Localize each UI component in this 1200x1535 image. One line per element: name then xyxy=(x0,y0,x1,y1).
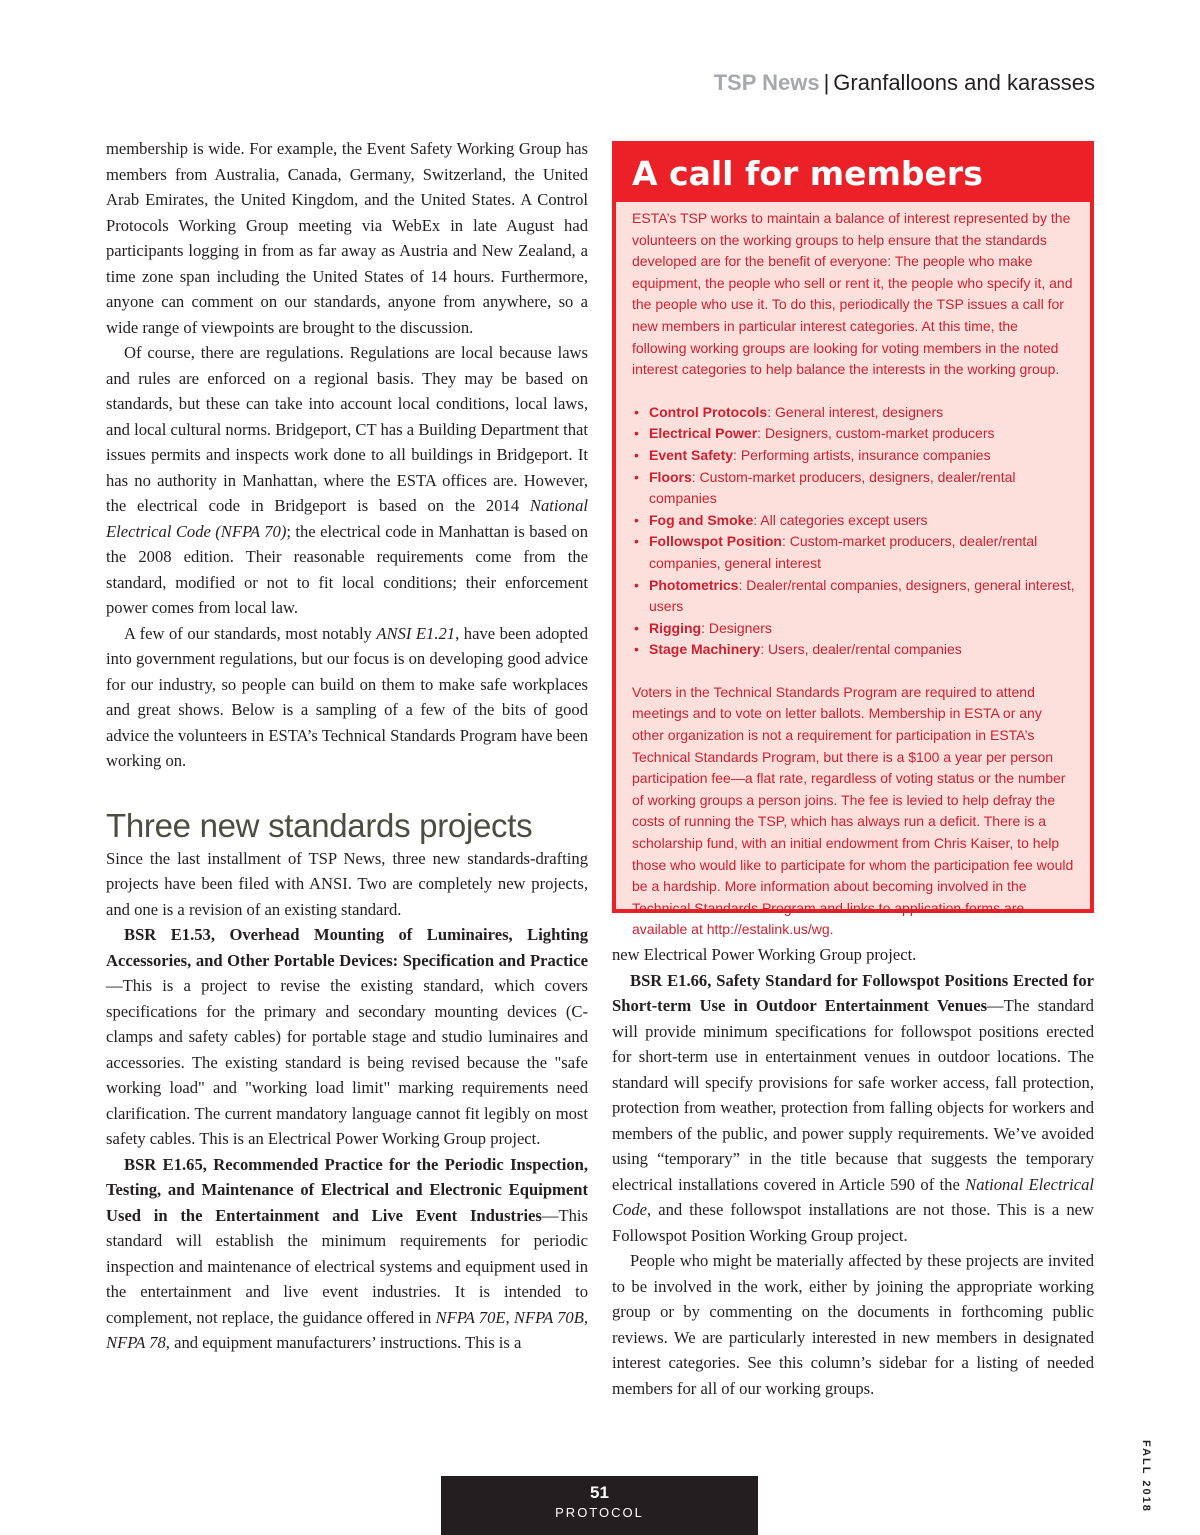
call-for-members-sidebar xyxy=(612,141,1094,938)
sidebar-title: A call for members xyxy=(616,145,1090,202)
body-paragraph: Of course, there are regulations. Regulations are local because laws and rules are enforced on a regional basis. They may be based on standards, but these can take into account local conditions, local laws, and local cultural norms. Bridgeport, CT has a Building Department that issues permits and inspects work done to all buildings in Bridgeport. It has no authority in Manhattan, where the ESTA offices are. However, the electrical code in Bridgeport is based on the 2014 National Electrical Code (NFPA 70); the electrical code in Manhattan is based on the 2008 edition. Their reasonable requirements come from the standard, modified or not to fit local conditions; their enforcement power comes from local law. xyxy=(106,343,588,617)
list-item: • Stage Machinery: Users, dealer/rental companies xyxy=(632,639,1076,661)
page-footer xyxy=(441,1476,758,1535)
page-number: 51 xyxy=(590,1483,609,1502)
working-group-list xyxy=(632,402,1076,661)
running-header xyxy=(714,70,1095,96)
list-item: • Followspot Position: Custom-market producers, dealer/rental companies, general interest xyxy=(632,531,1076,574)
body-paragraph: membership is wide. For example, the Event Safety Working Group has members from Australia, Canada, Germany, Switzerland, the United Arab Emirates, the United Kingdom, and the United States. A Control Protocols Working Group meeting via WebEx in late August had participants logging in from as far away as Austria and New Zealand, a time zone span including the United States of 14 hours. Furthermore, anyone can comment on our standards, anyone from anywhere, so a wide range of viewpoints are brought to the discussion. xyxy=(106,139,588,337)
list-item: • Control Protocols: General interest, designers xyxy=(632,402,1076,424)
list-item: • Fog and Smoke: All categories except users xyxy=(632,510,1076,532)
list-item: • Floors: Custom-market producers, designers, dealer/rental companies xyxy=(632,467,1076,510)
list-item: • Photometrics: Dealer/rental companies, designers, general interest, users xyxy=(632,575,1076,618)
list-item: • Rigging: Designers xyxy=(632,618,1076,640)
body-paragraph: Since the last installment of TSP News, three new standards-drafting projects have been filed with ANSI. Two are completely new projects, and one is a revision of an existing standard. xyxy=(106,848,588,919)
right-column xyxy=(612,942,1094,1401)
list-item: • Electrical Power: Designers, custom-market producers xyxy=(632,423,1076,445)
sidebar-body xyxy=(616,202,1090,941)
sidebar-intro: ESTA’s TSP works to maintain a balance of interest represented by the volunteers on the working groups to help ensure that the standards developed are for the benefit of everyone: The people who make equipment, the people who sell or rent it, the people who specify it, and the people who use it. To do this, periodically the TSP issues a call for new members in particular interest categories. At this time, the following working groups are looking for voting members in the noted interest categories to help balance the interests in the working group. xyxy=(632,210,1073,378)
left-column xyxy=(106,136,588,1356)
publication-name: PROTOCOL xyxy=(555,1505,644,1520)
sidebar-closing: Voters in the Technical Standards Program are required to attend meetings and to vote on letter ballots. Membership in ESTA or any other organization is not a requirement for participation in ESTA’s Technical Standards Program, but there is a $100 a year per person participation fee—a flat rate, regardless of voting status or the number of working groups a person joins. The fee is levied to help defray the costs of running the TSP, which has always run a deficit. There is a scholarship fund, with an initial endowment from Chris Kaiser, to help those who would like to participate for whom the participation fee would be a hardship. More information about becoming involved in the Technical Standards Program and links to application forms are available at http://estalink.us/wg. xyxy=(632,683,1074,938)
section-heading: Three new standards projects xyxy=(106,806,533,844)
header-section: TSP News xyxy=(713,70,820,95)
standard-entry-e1-53: BSR E1.53, Overhead Mounting of Luminaires, Lighting Accessories, and Other Portable Devices: Specification and Practice—This is a project to revise the existing standard, which covers specifications for the primary and secondary mounting devices (C-clamps and safety cables) for portable stage and studio luminaires and accessories. The existing standard is being revised because the "safe working load" and "working load limit" marking requirements need clarification. The current mandatory language cannot fit legibly on most safety cables. This is an Electrical Power Working Group project. xyxy=(106,925,588,1148)
standard-entry-e1-66: BSR E1.66, Safety Standard for Followspot Positions Erected for Short-term Use in Outdoor Entertainment Venues—The standard will provide minimum specifications for followspot positions erected for short-term use in entertainment venues in outdoor locations. The standard will specify provisions for safe worker access, fall protection, protection from weather, protection from falling objects for workers and members of the public, and power supply requirements. We’ve avoided using “temporary” in the title because that suggests the temporary electrical installations covered in Article 590 of the National Electrical Code, and these followspot installations are not those. This is a new Followspot Position Working Group project. xyxy=(612,970,1094,1245)
standard-entry-e1-65: BSR E1.65, Recommended Practice for the Periodic Inspection, Testing, and Maintenance of Electrical and Electronic Equipment Used in the Entertainment and Live Event Industries—This standard will establish the minimum requirements for periodic inspection and maintenance of electrical systems and equipment used in the entertainment and live event industries. It is intended to complement, not replace, the guidance offered in NFPA 70E, NFPA 70B, NFPA 78, and equipment manufacturers’ instructions. This is a xyxy=(106,1154,589,1352)
body-paragraph: A few of our standards, most notably ANSI E1.21, have been adopted into government regulations, but our focus is on developing good advice for our industry, so people can build on them to make safe workplaces and great shows. Below is a sampling of a few of the bits of good advice the volunteers in ESTA’s Technical Standards Program have been working on. xyxy=(106,623,588,770)
issue-label: FALL 2018 xyxy=(1140,1440,1152,1513)
body-paragraph: People who might be materially affected by these projects are invited to be involved in the work, either by joining the appropriate working group or by commenting on the documents in forthcoming public reviews. We are particularly interested in new members in designated interest categories. See this column’s sidebar for a listing of needed members for all of our working groups. xyxy=(612,1251,1094,1398)
body-paragraph: new Electrical Power Working Group project. xyxy=(612,945,917,964)
header-title: Granfalloons and karasses xyxy=(833,70,1095,95)
list-item: • Event Safety: Performing artists, insurance companies xyxy=(632,445,1076,467)
header-separator: | xyxy=(823,70,830,95)
